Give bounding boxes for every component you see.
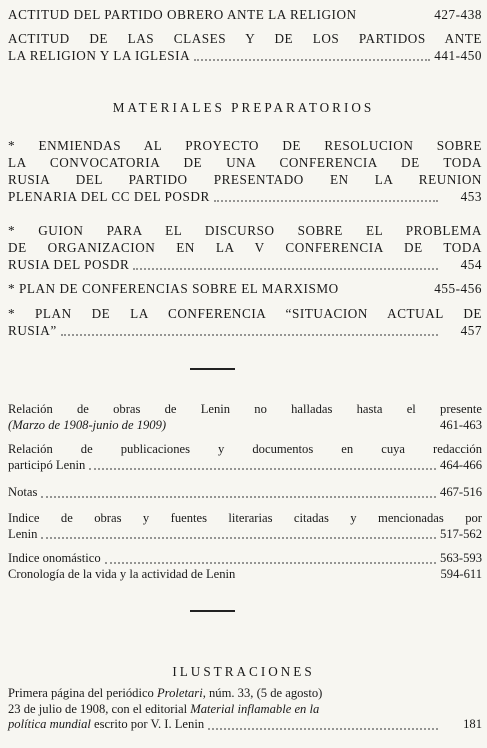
section-heading-ilustraciones: ILUSTRACIONES xyxy=(172,664,315,679)
toc-entry-page: 464-466 xyxy=(440,457,482,472)
toc-entry-page: 181 xyxy=(463,717,482,731)
toc-entry-title-line xyxy=(8,686,482,702)
toc-entry-title-line: * ENMIENDAS AL PROYECTO DE RESOLUCION SOBRE xyxy=(8,138,482,153)
text-run: 23 de julio de 1908, con el editorial xyxy=(8,701,191,716)
text-run-italic: Proletari xyxy=(156,686,203,700)
section-divider xyxy=(190,368,235,370)
toc-entry-guion xyxy=(8,222,482,273)
toc-entry-notas xyxy=(8,485,482,501)
toc-entry-page: 457 xyxy=(460,323,482,338)
toc-entry-title-line: DE ORGANIZACION EN LA V CONFERENCIA DE TODA xyxy=(8,240,482,255)
toc-entry-religion-clases xyxy=(8,30,482,64)
toc-entry-title: Cronología de la vida y la actividad de Lenin xyxy=(8,567,236,581)
dot-leader xyxy=(214,192,438,202)
dot-leader xyxy=(105,554,436,564)
toc-entry-title: Notas xyxy=(8,485,38,499)
toc-entry-cronologia xyxy=(8,567,482,583)
toc-entry-title-line: ACTITUD DE LAS CLASES Y DE LOS PARTIDOS ANTE xyxy=(8,31,482,46)
toc-entry-title-last: PLENARIA DEL CC DEL POSDR xyxy=(8,189,210,204)
text-run: escrito por V. I. Lenin xyxy=(90,717,205,731)
toc-entry-title-last: participó Lenin xyxy=(8,457,86,472)
toc-entry-plan-marxismo xyxy=(8,280,482,297)
text-run-italic: política mundial xyxy=(8,717,91,731)
toc-entry-title-last: RUSIA DEL POSDR xyxy=(8,257,130,272)
dot-leader xyxy=(41,529,436,539)
toc-entry-page: 427-438 xyxy=(434,7,482,22)
toc-entry-page: 453 xyxy=(460,189,482,204)
toc-entry-page: 441-450 xyxy=(434,48,482,63)
toc-entry-title-last xyxy=(8,717,204,733)
toc-entry-title-last: Lenin xyxy=(8,526,38,541)
dot-leader xyxy=(208,720,438,730)
toc-entry-page: 563-593 xyxy=(440,551,482,565)
section-heading-materiales: MATERIALES PREPARATORIOS xyxy=(112,100,375,115)
toc-entry-page: 467-516 xyxy=(440,485,482,499)
toc-entry-page: 454 xyxy=(460,257,482,272)
text-run: Primera página del periódico xyxy=(8,686,157,700)
toc-entry-religion-partido xyxy=(8,6,482,23)
toc-entry-plan-conferencia xyxy=(8,305,482,339)
toc-entry-title-line: Indice de obras y fuentes literarias citadas y mencionadas por xyxy=(8,511,482,525)
toc-entry-enmiendas xyxy=(8,137,482,205)
toc-entry-title-line xyxy=(8,702,482,718)
dot-leader xyxy=(89,460,436,470)
toc-entry-title-line: * PLAN DE LA CONFERENCIA “SITUACION ACTUAL DE xyxy=(8,306,482,321)
toc-entry-title-last: LA RELIGION Y LA IGLESIA xyxy=(8,48,191,63)
text-run: , núm. 33, (5 de agosto) xyxy=(202,686,323,700)
toc-entry-title: Indice onomástico xyxy=(8,551,101,565)
toc-entry-title: ACTITUD DEL PARTIDO OBRERO ANTE LA RELIGION xyxy=(8,7,357,22)
toc-entry-title-last: RUSIA” xyxy=(8,323,57,338)
dot-leader xyxy=(194,51,430,61)
toc-entry-obras-no-halladas xyxy=(8,402,482,433)
dot-leader xyxy=(41,488,436,498)
toc-entry-page: 455-456 xyxy=(434,281,482,296)
toc-entry-title-line: RUSIA DEL PARTIDO PRESENTADO EN LA REUNION xyxy=(8,172,482,187)
dot-leader xyxy=(133,260,438,270)
section-divider xyxy=(190,610,235,612)
text-run-italic: Material inflamable en la xyxy=(190,701,320,716)
toc-entry-publicaciones xyxy=(8,442,482,473)
toc-entry-ilustracion-proletari xyxy=(8,686,482,733)
toc-entry-subtitle: (Marzo de 1908-junio de 1909) xyxy=(8,417,167,432)
toc-entry-title: * PLAN DE CONFERENCIAS SOBRE EL MARXISMO xyxy=(8,281,339,296)
toc-entry-page: 461-463 xyxy=(440,417,482,432)
toc-entry-page: 594-611 xyxy=(440,567,482,581)
toc-entry-indice-onomastico xyxy=(8,551,482,567)
toc-entry-title-line: * GUION PARA EL DISCURSO SOBRE EL PROBLEMA xyxy=(8,223,482,238)
toc-entry-title-line: LA CONVOCATORIA DE UNA CONFERENCIA DE TODA xyxy=(8,155,482,170)
toc-entry-indice-obras xyxy=(8,511,482,542)
dot-leader xyxy=(61,326,438,336)
toc-entry-title-line: Relación de obras de Lenin no halladas hasta el presente xyxy=(8,402,482,416)
toc-entry-page: 517-562 xyxy=(440,526,482,541)
toc-entry-title-line: Relación de publicaciones y documentos en cuya redacción xyxy=(8,442,482,456)
